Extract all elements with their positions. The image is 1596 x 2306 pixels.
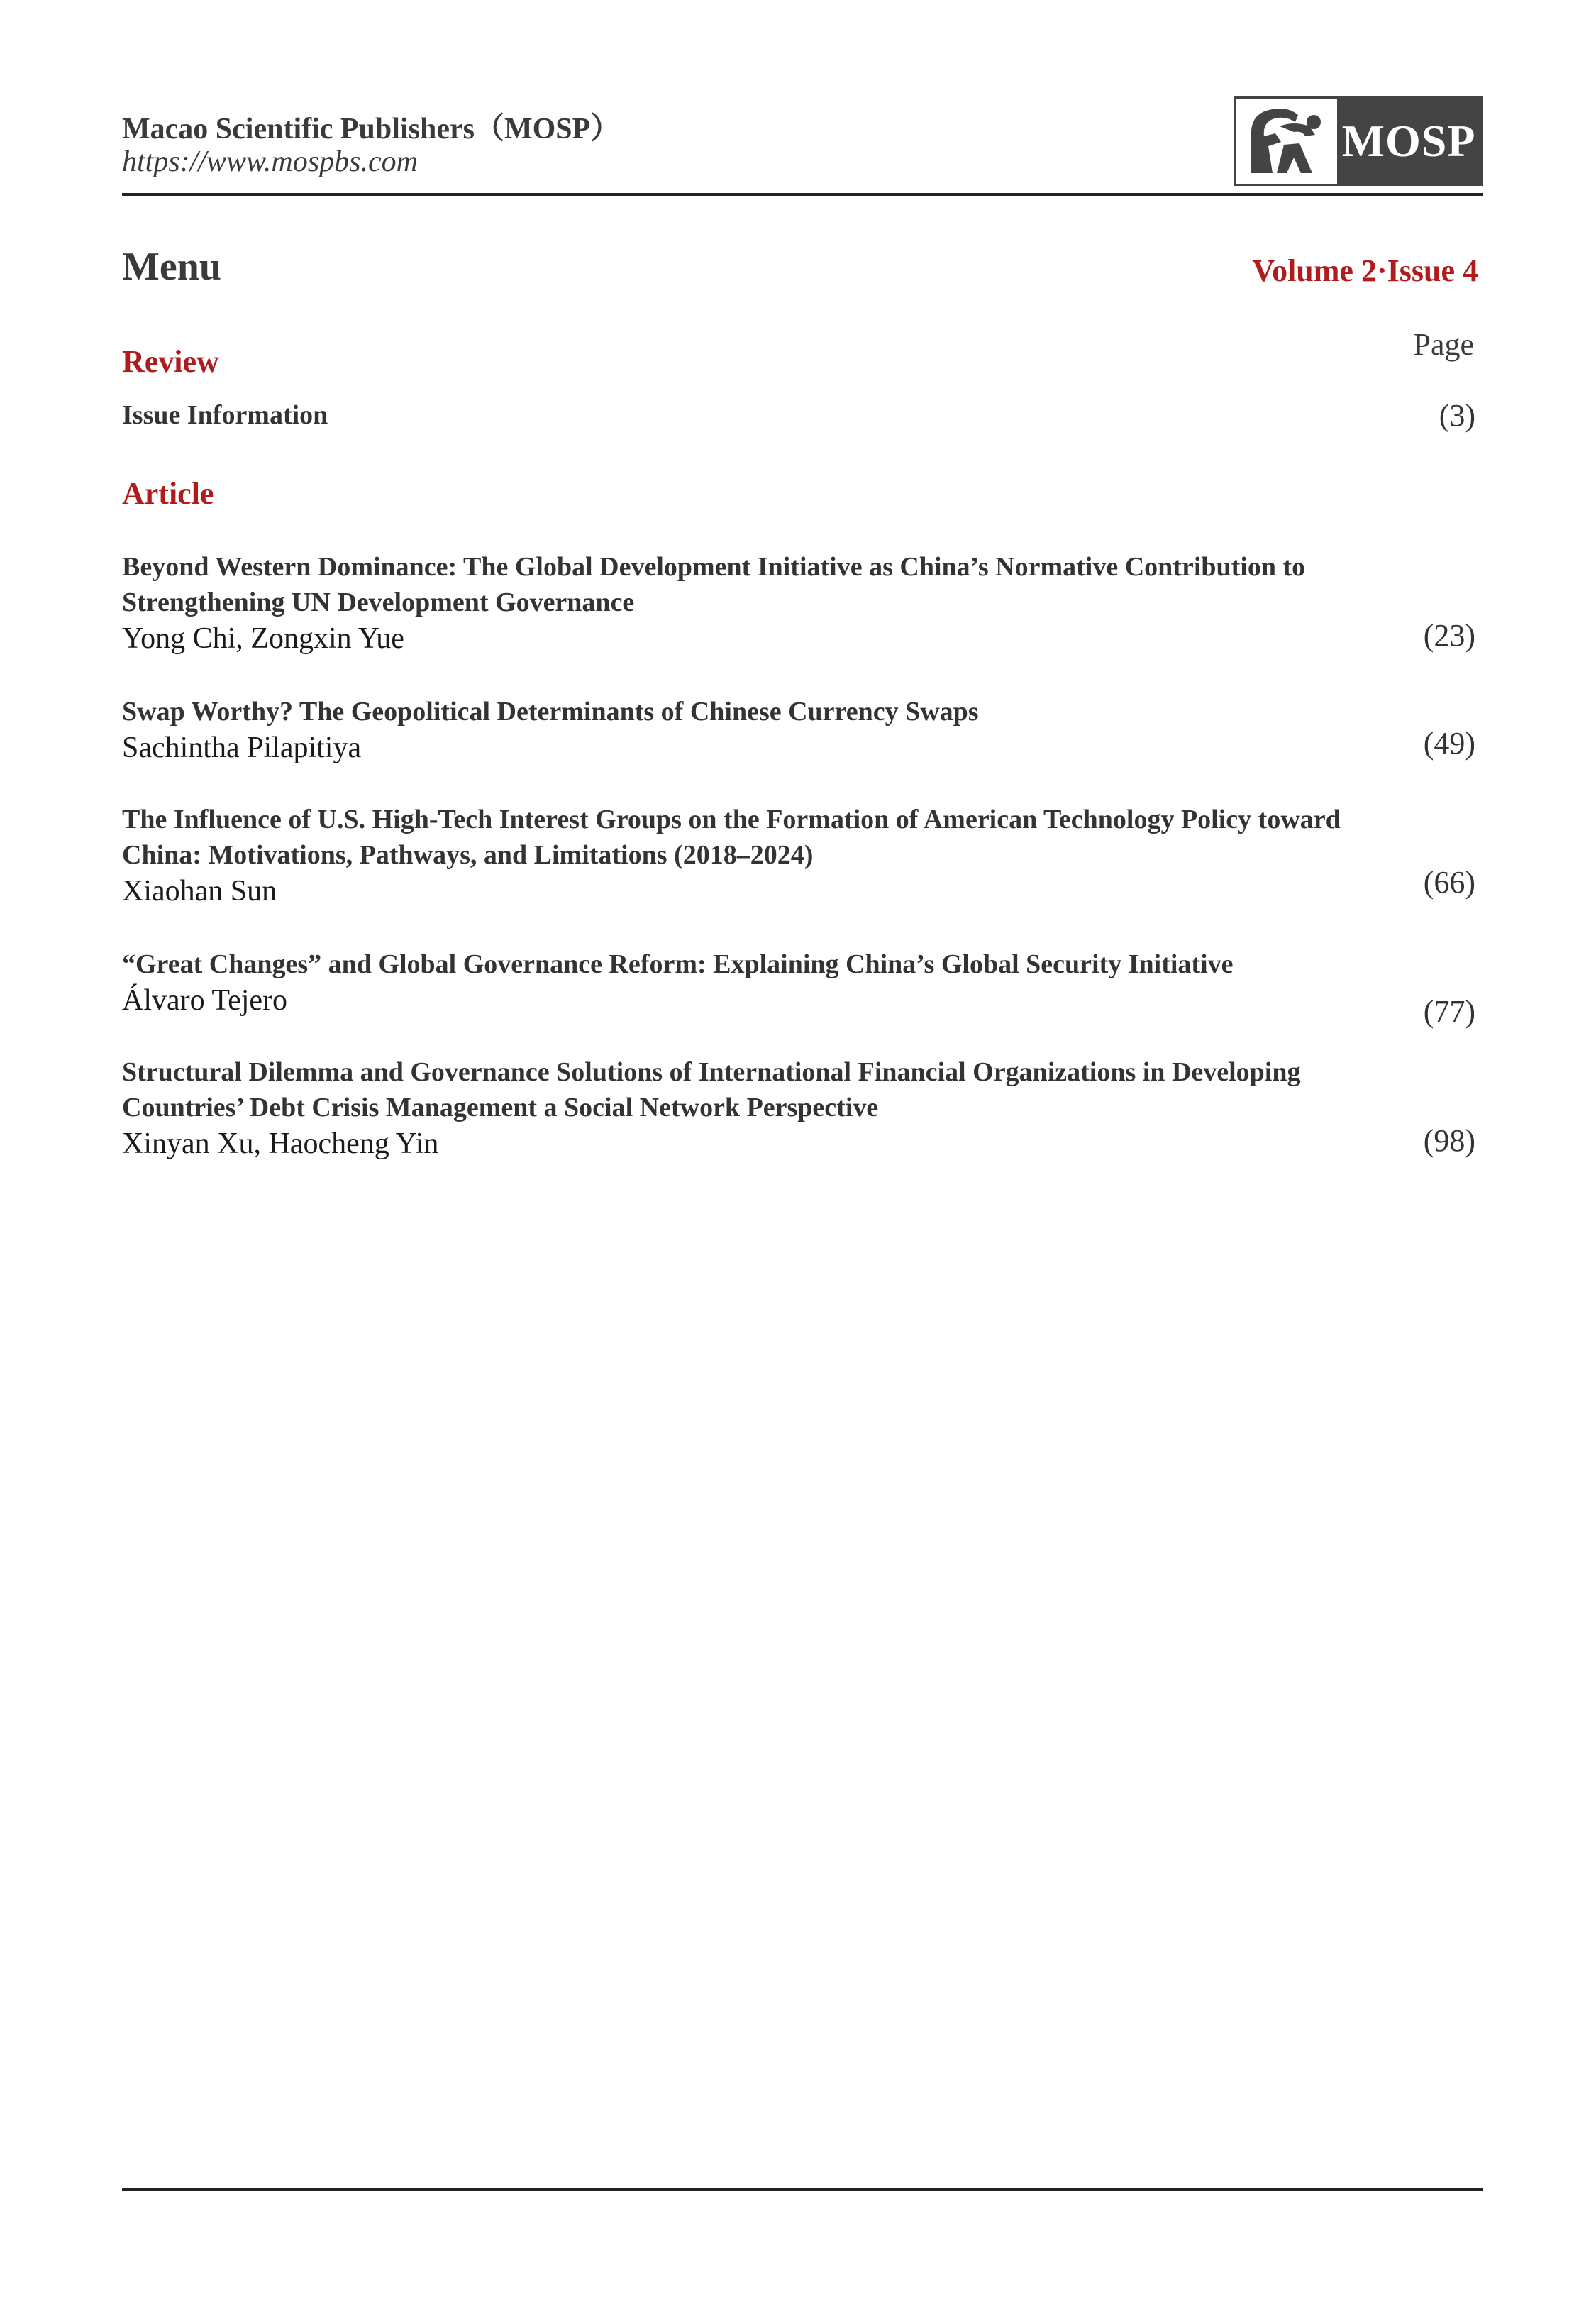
toc-entry[interactable] (122, 947, 1483, 1029)
volume-issue-label: Volume 2·Issue 4 (1252, 253, 1478, 288)
entry-title[interactable]: “Great Changes” and Global Governance Reform: Explaining China’s Global Security Initiative (122, 949, 1234, 979)
entry-authors: Sachintha Pilapitiya (122, 732, 362, 764)
entry-page-number: (23) (1423, 618, 1475, 653)
entry-page-number: (3) (1439, 398, 1475, 433)
entry-authors: Yong Chi, Zongxin Yue (122, 622, 404, 655)
entry-authors: Álvaro Tejero (122, 984, 288, 1017)
page-header (122, 95, 1483, 194)
entry-page-number: (66) (1423, 865, 1475, 900)
entry-page-number: (98) (1423, 1123, 1475, 1158)
section-heading-article: Article (122, 476, 214, 511)
entry-title[interactable]: The Influence of U.S. High-Tech Interest Groups on the Formation of American Technology Policy toward China: Motivations, Pathways, and Limitations (2018–2024) (122, 805, 1341, 870)
toc-entry[interactable] (122, 549, 1483, 657)
toc-entry[interactable] (122, 397, 1483, 433)
page-title: Menu (122, 245, 221, 289)
logo-text: MOSP (1341, 116, 1476, 166)
entry-title[interactable]: Beyond Western Dominance: The Global Development Initiative as China’s Normative Contribution to Strengthening UN Development Governance (122, 552, 1306, 617)
footer-divider (122, 2188, 1483, 2191)
toc-entry[interactable] (122, 1054, 1483, 1162)
section-heading-review: Review (122, 344, 219, 379)
publisher-name: Macao Scientific Publishers（MOSP） (122, 113, 621, 145)
entry-authors: Xiaohan Sun (122, 875, 277, 907)
entry-page-number: (77) (1423, 994, 1475, 1029)
entry-title[interactable]: Issue Information (122, 400, 328, 430)
entry-page-number: (49) (1423, 726, 1475, 761)
header-divider (122, 193, 1483, 196)
publisher-logo (1234, 96, 1483, 186)
logo-emblem-icon (1236, 99, 1337, 184)
entry-title[interactable]: Swap Worthy? The Geopolitical Determinants of Chinese Currency Swaps (122, 697, 979, 727)
publisher-url[interactable]: https://www.mospbs.com (122, 145, 418, 178)
page-column-label: Page (1413, 327, 1474, 362)
toc-entry[interactable] (122, 694, 1483, 766)
entry-title[interactable]: Structural Dilemma and Governance Solutions of International Financial Organizations in Developing Countries’ Debt Crisis Management a Social Network Perspective (122, 1057, 1301, 1122)
entry-authors: Xinyan Xu, Haocheng Yin (122, 1127, 439, 1160)
toc-entry[interactable] (122, 802, 1483, 910)
